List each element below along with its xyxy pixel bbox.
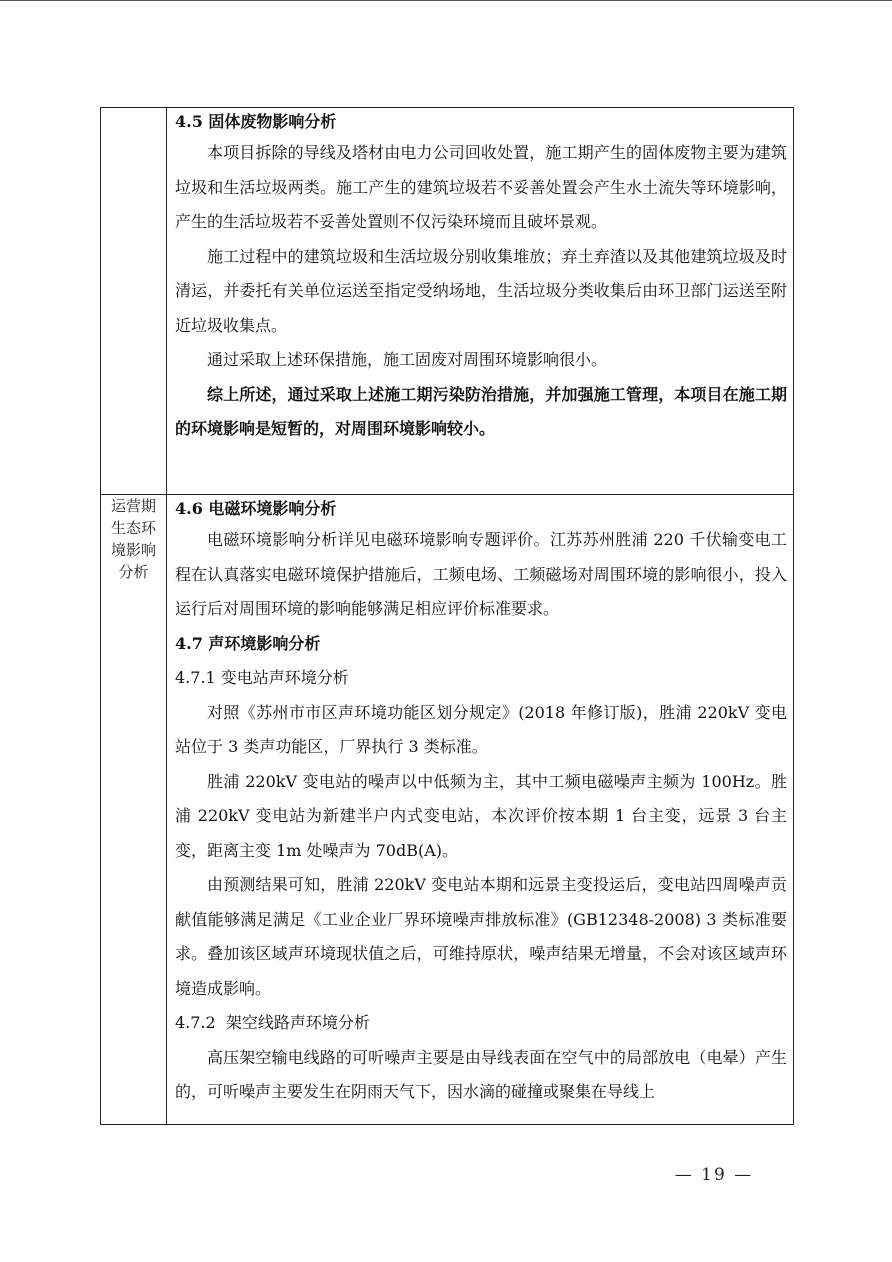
row-label-empty [101, 108, 167, 495]
paragraph: 施工过程中的建筑垃圾和生活垃圾分别收集堆放；弃土弃渣以及其他建筑垃圾及时清运，并委托有关单位运送至指定受纳场地，生活垃圾分类收集后由环卫部门运送至附近垃圾收集点。 [175, 246, 787, 335]
subsection-heading-4-7-2: 4.7.2 架空线路声环境分析 [175, 1013, 370, 1032]
paragraph: 电磁环境影响分析详见电磁环境影响专题评价。江苏苏州胜浦 220 千伏输变电工程在认真落实电磁环境保护措施后，工频电场、工频磁场对周围环境的影响很小，投入运行后对周围环境的影响能够满足相应评价标准要求。 [175, 530, 787, 618]
row-content-operation-period [167, 495, 794, 1125]
paragraph: 通过采取上述环保措施，施工固废对周围环境影响很小。 [207, 350, 608, 369]
page-number: — 19 — [674, 1165, 754, 1185]
row-label-text: 运营期 生态环 境影响 分析 [110, 497, 156, 581]
section-heading-4-5: 4.5 固体废物影响分析 [175, 112, 337, 131]
section-heading-4-6: 4.6 电磁环境影响分析 [175, 499, 337, 518]
table-row-solid-waste [101, 108, 794, 495]
section-heading-4-7: 4.7 声环境影响分析 [175, 633, 321, 653]
row-label-operation-period [101, 495, 167, 1125]
subsection-heading-4-7-1: 4.7.1 变电站声环境分析 [175, 668, 349, 687]
paragraph: 本项目拆除的导线及塔材由电力公司回收处置，施工期产生的固体废物主要为建筑垃圾和生活垃圾两类。施工产生的建筑垃圾若不妥善处置会产生水土流失等环境影响，产生的生活垃圾若不妥善处置则不仅污染环境而且破坏景观。 [175, 143, 787, 231]
analysis-table [100, 107, 794, 1125]
paragraph: 胜浦 220kV 变电站的噪声以中低频为主，其中工频电磁噪声主频为 100Hz。胜浦 220kV 变电站为新建半户内式变电站，本次评价按本期 1 台主变，远景 3 台主变，距离主变 1m 处噪声为 70dB(A)。 [175, 771, 787, 860]
summary-paragraph: 综上所述，通过采取上述施工期污染防治措施，并加强施工管理，本项目在施工期的环境影响是短暂的，对周围环境影响较小。 [175, 384, 787, 438]
table-row-operation-period [101, 495, 794, 1125]
top-border-line [0, 0, 892, 1]
paragraph: 由预测结果可知，胜浦 220kV 变电站本期和远景主变投运后，变电站四周噪声贡献值能够满足满足《工业企业厂界环境噪声排放标准》(GB12348-2008) 3 类标准要求。叠加该区域声环境现状值之后，可维持原状，噪声结果无增量，不会对该区域声环境造成影响。 [175, 875, 787, 998]
paragraph: 对照《苏州市市区声环境功能区划分规定》(2018 年修订版)，胜浦 220kV 变电站位于 3 类声功能区，厂界执行 3 类标准。 [175, 702, 787, 756]
paragraph: 高压架空输电线路的可听噪声主要是由导线表面在空气中的局部放电（电晕）产生的，可听噪声主要发生在阴雨天气下，因水滴的碰撞或聚集在导线上 [175, 1047, 787, 1101]
row-content-solid-waste [167, 108, 794, 495]
